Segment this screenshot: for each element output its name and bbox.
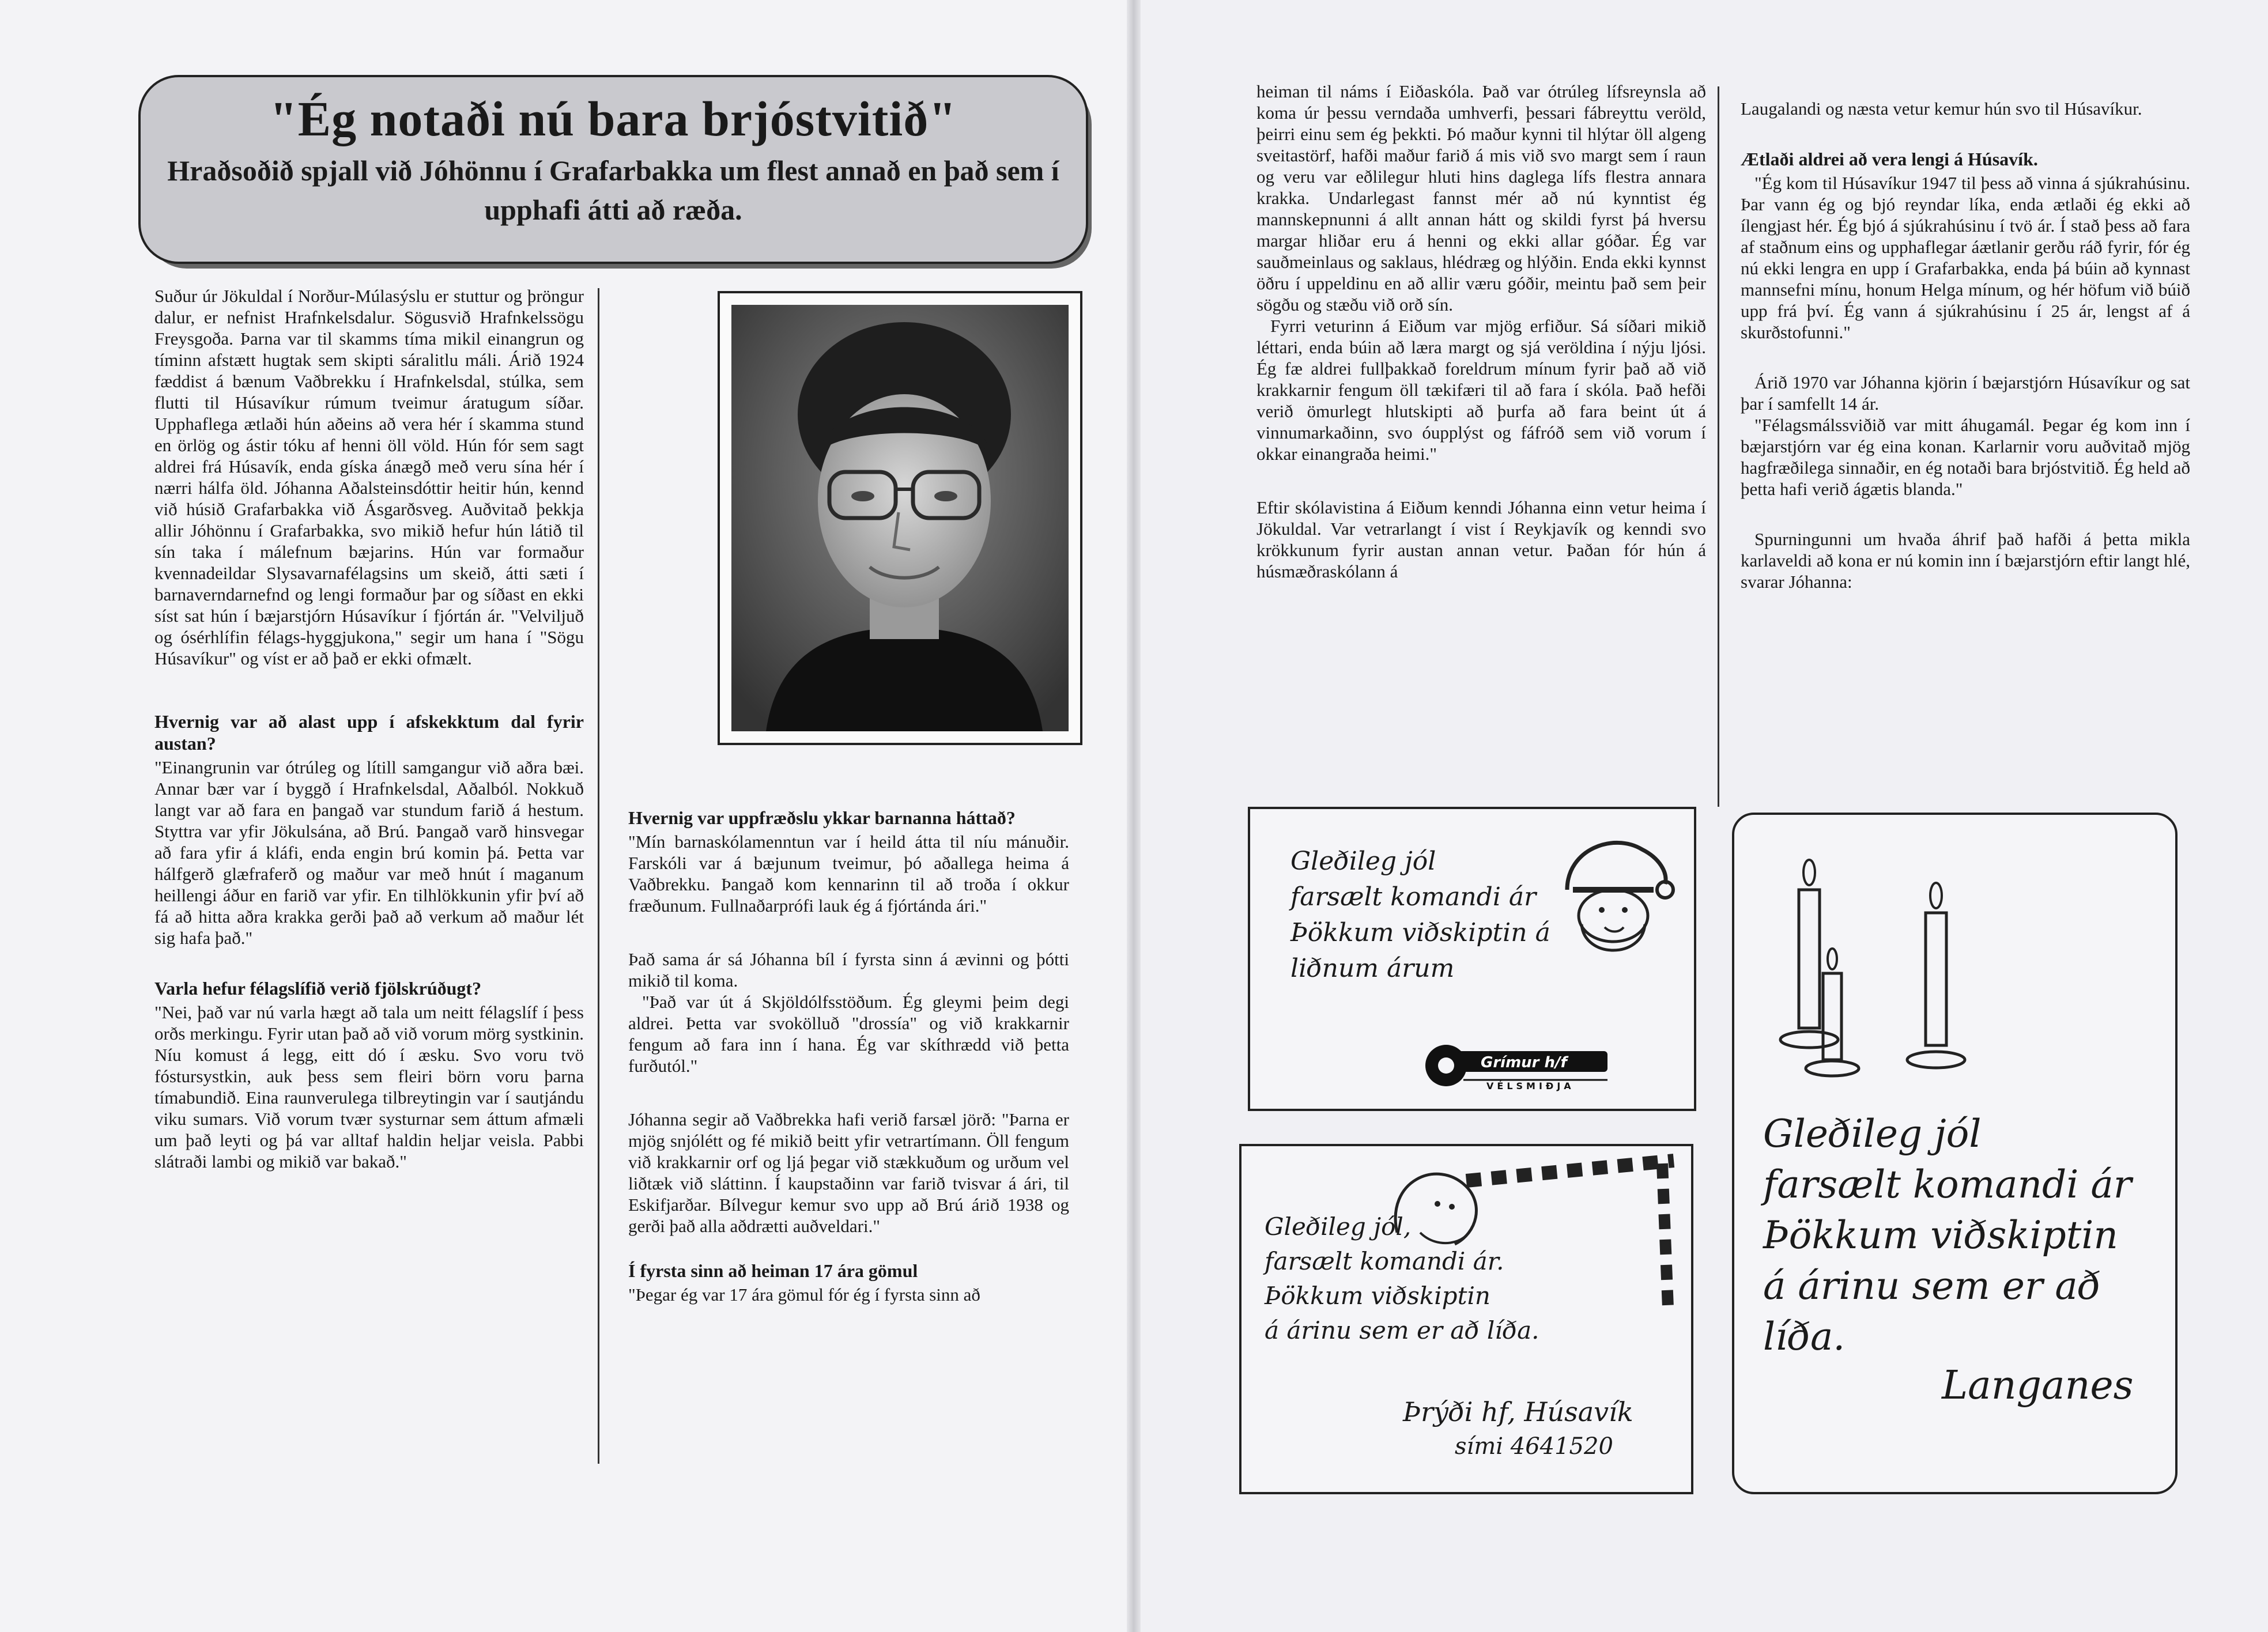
column-rule-right (1718, 86, 1719, 807)
ad1-line-2: farsælt komandi ár (1290, 882, 1537, 912)
ad3-company: Langanes (1942, 1363, 2134, 1408)
ad3-line-1: Gleðileg jól (1763, 1112, 1982, 1156)
r2-paragraph-1: Laugalandi og næsta vetur kemur hún svo til Húsavíkur. (1741, 99, 2142, 119)
ad1-line-4: liðnum árum (1290, 954, 1455, 983)
ad3-line-3: Þökkum viðskiptin (1763, 1213, 2118, 1257)
ad1-line-1: Gleðileg jól (1290, 847, 1436, 876)
ad2-line-1: Gleðileg jól, (1265, 1212, 1412, 1241)
r1-paragraph-1: heiman til náms í Eiðaskóla. Það var ótrúleg lífsreynsla að koma úr þessu verndaða umhverfi, þessari fábreyttu veröld, þeirri einu sem ég þekkti. Þó maður kynni til hlýtar öll algeng sveitastörf, hafði maður farið á mis við svo margt sem í raun og veru var eðlilegur hluti hins daglega lífs flestra annara krakka. Undarlegast fannst mér að nú kynntist ég mannskepnunni á allt annan hátt og skildi fyrst þá hversu margar hliðar eru á henni og ekki allar góðar. Ég var sauðmeinlaus og saklaus, hlédræg og hlýðin. Enda ekki kynnst öðru í uppeldinu en að allir væru góðir, meintu það sem þeir sögðu og stæðu við orð sín. (1256, 81, 1706, 315)
r1-paragraph-3: Eftir skólavistina á Eiðum kenndi Jóhanna einn vetur heima í Jökuldal. Var vetrarlangt í vist í Reykjavík og kenndi svo krökkunum fyrir austan annan vetur. Þaðan fór hún á húsmæðraskólann á (1256, 497, 1706, 581)
intro-paragraph: Suður úr Jökuldal í Norður-Múlasýslu er stuttur og þröngur dalur, er nefnist Hrafnkelsdalur. Sögusvið Hrafnkelssögu Freysgoða. Þarna var til skamms tíma mikil einangrun og tíminn afstætt hugtak sem skipti sáralitlu máli. Árið 1924 fæddist á bænum Vaðbrekku í Hrafnkelsdal, stúlka, sem flutti til Húsavíkur rúmum tveimur áratugum síðar. Upphaflega ætlaði hún aðeins að vera hér í skamma stund en örlög og ástir tóku af henni öll völd. Hún fór sem sagt aldrei frá Húsavík, enda gíska ánægð með veru sína hér í nærri hálfa öld. Jóhanna Aðalsteinsdóttir heitir hún, kennd við húsið Grafarbakka við Ásgarðsveg. Auðvitað þekkja allir Jóhönnu í Grafarbakka, svo mikið hefur hún látið til sín taka í málefnum bæjarins. Hún var formaður kvennadeildar Slysavarnafélagsins um skeið, átti sæti í barnaverndarnefnd og lengi formaður þar og síðast en ekki síst sat hún í bæjarstjórn Húsavíkur í fjórtán ár. "Velviljuð og ósérhlífin félags-hyggjukona," segir um hana í "Sögu Húsavíkur" og víst er að það er ekki ofmælt. (154, 286, 584, 668)
headline-subtitle: Hraðsoðið spjall við Jóhönnu í Grafarbakka um flest annað en það sem í upphafi átti að ræða. (167, 154, 1059, 226)
r2-heading: Ætlaði aldrei að vera lengi á Húsavík. (1741, 149, 2038, 169)
ad3-greeting (1763, 1109, 2161, 1362)
q1-text: "Einangrunin var ótrúleg og lítill samgangur við aðra bæi. Annar bær var í byggð í Hrafnkelsdal, Aðalból. Nokkuð langt var að fara en þangað var stundum farið á hestum. Styttra var yfir Jökulsána, að Brú. Þangað varð hinsvegar að fara yfir á kláfi, enda engin brú komin þá. Þetta var hálfgerð glæfraferð og maður var með hnút í maganum heillengi áður en farið var yfir. En tilhlökkunin yfir því að fá að hitta aðra krakka gerði það að verkum að maður lét sig hafa það." (154, 757, 584, 948)
ad1-greeting (1290, 844, 1590, 987)
portrait-photo (718, 291, 1082, 745)
q2-heading: Varla hefur félagslífið verið fjölskrúðugt? (154, 978, 482, 999)
q4-text: "Þegar ég var 17 ára gömul fór ég í fyrsta sinn að (628, 1285, 980, 1305)
right-column-2 (1741, 98, 2190, 592)
ad3-line-4: á árinu sem er að líða. (1763, 1264, 2101, 1359)
q3-text-3: "Það var út á Skjöldólfsstöðum. Ég gleymi þeim degi aldrei. Þetta var svokölluð "drossía" og við krakkarnir fengum að fara inn í hana. Ég var skíthrædd við þetta furðutól." (628, 992, 1069, 1076)
grimur-logo-text: Grímur h/f (1481, 1054, 1567, 1071)
q3-text-4: Jóhanna segir að Vaðbrekka hafi verið farsæl jörð: "Þarna er mjög snjólétt og fé mikið beitt yfir vetrartímann. Öll fengum við krakkarnir orf og ljá þegar við stækkuðum og urðum vel liðtæk við sláttinn. Í kaupstaðinn var farið tvisvar á ári, til Eskifjarðar. Bílvegur kemur svo upp að Brú árið 1938 og gerði það alla aðdrætti auðveldari." (628, 1109, 1069, 1236)
grimur-logo-icon (1423, 1040, 1613, 1091)
ad-thrydi (1239, 1144, 1693, 1494)
page-gutter (1127, 0, 1141, 1632)
left-column-1 (154, 285, 584, 1172)
column-rule-left (598, 288, 599, 1464)
left-column-2 (628, 807, 1069, 1305)
ad2-greeting (1265, 1210, 1587, 1348)
ad2-phone: sími 4641520 (1455, 1433, 1613, 1460)
grimur-logo-sub: VÉLSMIÐJA (1486, 1081, 1575, 1091)
q3-heading: Hvernig var uppfræðslu ykkar barnanna háttað? (628, 807, 1016, 828)
portrait-illustration (731, 305, 1069, 731)
santa-icon (1550, 826, 1677, 965)
q2-text: "Nei, það var nú varla hægt að tala um neitt félagslíf í þess orðs merkingu. Fyrir utan það að við vorum mörg systkinin. Níu komust á legg, eitt dó í æsku. Svo voru tvö fóstursystkin, auk þess sem fleiri börn voru þarna tímabundið. Eina raunverulega tilbreytingin var í sautjándu viku sumars. Við vorum tvær systurnar sem áttum afmæli um það leyti og þá var alltaf haldin heljar veisla. Pabbi slátraði lambi og mikið var bakað." (154, 1002, 584, 1172)
r2-paragraph-4: "Félagsmálssviðið var mitt áhugamál. Þegar ég kom inn í bæjarstjórn var ég eina konan. Karlarnir voru auðvitað mjög hagfræðilega sinnaðir, en ég notaði bara brjóstvitið. Ég held að þetta hafi verið ágætis blanda." (1741, 415, 2190, 499)
r2-paragraph-3: Árið 1970 var Jóhanna kjörin í bæjarstjórn Húsavíkur og sat þar í samfellt 14 ár. (1741, 372, 2190, 414)
ad2-company: Þrýði hf, Húsavík (1403, 1396, 1633, 1427)
q1-heading: Hvernig var að alast upp í afskekktum dal fyrir austan? (154, 711, 584, 754)
q3-text-1: "Mín barnaskólamenntun var í heild átta til níu mánuðir. Farskóli var á bæjunum tveimur, þó aðallega heima á Vaðbrekku. Þangað kom kennarinn til að troða í okkur fræðunum. Fullnaðarprófi lauk ég á fjórtánda ári." (628, 832, 1069, 916)
r1-paragraph-2: Fyrri veturinn á Eiðum var mjög erfiður. Sá síðari mikið léttari, enda búin að læra margt og sjá veröldina í nýju ljósi. Ég fæ aldrei fullþakkað foreldrum mínum fyrir það að við krakkarnir fengum öll tækifæri til að fara í skóla. Það hefði verið ömurlegt hlutskipti að þurfa að fara beint út á vinnumarkaðinn, svo óupplýst og fáfróð sem við vorum í okkar einangraða heimi." (1256, 316, 1706, 464)
ad3-line-2: farsælt komandi ár (1763, 1162, 2132, 1207)
right-column-1 (1256, 81, 1706, 582)
q4-heading: Í fyrsta sinn að heiman 17 ára gömul (628, 1260, 918, 1281)
headline-banner (138, 75, 1088, 264)
ad2-line-2: farsælt komandi ár. (1265, 1247, 1504, 1275)
candles-icon (1763, 849, 1971, 1080)
headline-title: "Ég notaði nú bara brjóstvitið" (269, 91, 957, 146)
r2-paragraph-2: "Ég kom til Húsavíkur 1947 til þess að vinna á sjúkrahúsinu. Þar vann ég og bjó reyndar líka, enda ætlaði ég ekki að ílengjast hér. Ég bjó á sjúkrahúsinu í tvö ár. Í stað þess að fara af staðnum eins og upphaflegar áætlanir gerðu ráð fyrir, fór ég nú ekki lengra en upp í Grafarbakka, enda þá búin að kynnast mannsefni mínu, honum Helga mínum, og hér höfum við búið upp frá því. Ég vann á sjúkrahúsinu í 25 ár, lengst af á skurðstofunni." (1741, 173, 2190, 342)
ad2-line-3: Þökkum viðskiptin (1265, 1282, 1490, 1310)
q3-text-2: Það sama ár sá Jóhanna bíl í fyrsta sinn á ævinni og þótti mikið til koma. (628, 949, 1069, 991)
ad-langanes (1732, 813, 2178, 1494)
r2-paragraph-5: Spurningunni um hvaða áhrif það hafði á þetta mikla karlaveldi að kona er nú komin inn í bæjarstjórn eftir langt hlé, svarar Jóhanna: (1741, 529, 2190, 592)
ad1-line-3: Þökkum viðskiptin á (1290, 918, 1550, 947)
ad2-line-4: á árinu sem er að líða. (1265, 1316, 1539, 1344)
ad-grimur (1248, 807, 1696, 1111)
